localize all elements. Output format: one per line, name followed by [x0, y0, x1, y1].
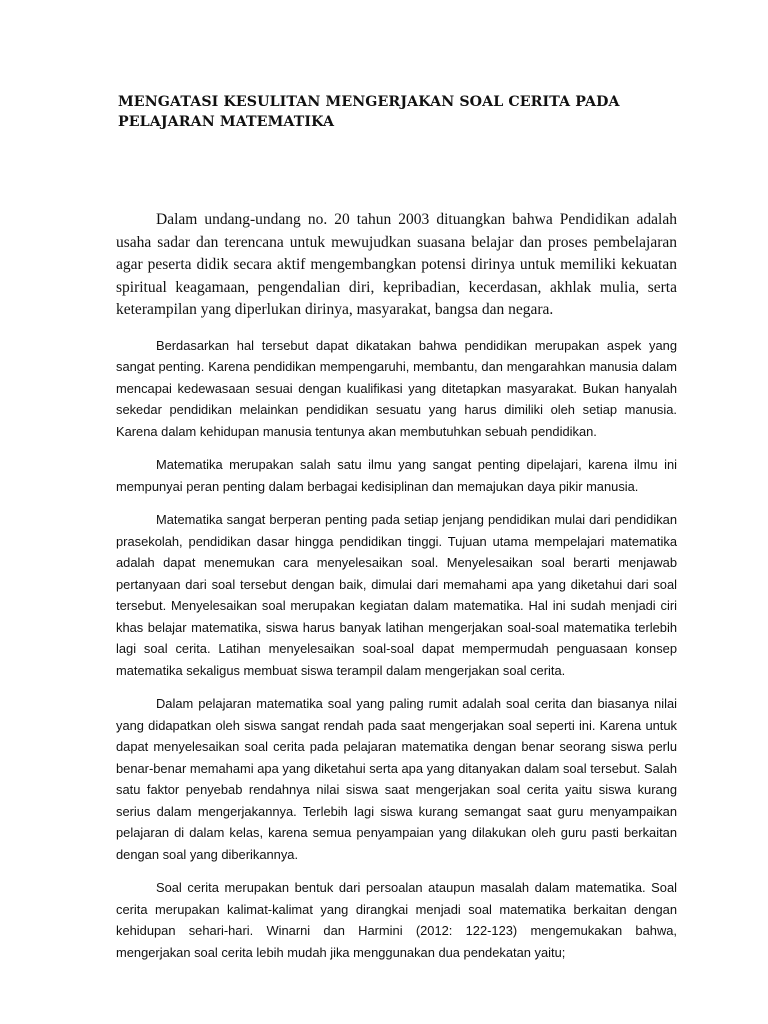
- paragraph-3: Matematika merupakan salah satu ilmu yang sangat penting dipelajari, karena ilmu ini mempunyai peran penting dalam berbagai kedisiplinan dan memajukan daya pikir manusia.: [116, 457, 677, 494]
- document-body: [116, 209, 677, 975]
- paragraph-4: Matematika sangat berperan penting pada setiap jenjang pendidikan mulai dari pendidikan prasekolah, pendidikan dasar hingga pendidikan tinggi. Tujuan utama mempelajari matematika adalah dapat menemukan cara menyelesaikan soal. Menyelesaikan soal berarti menjawab pertanyaan dari soal tersebut dengan baik, dimulai dari memahami apa yang diketahui dari soal tersebut. Menyelesaikan soal merupakan kegiatan dalam matematika. Hal ini sudah menjadi ciri khas belajar matematika, siswa harus banyak latihan mengerjakan soal-soal matematika terlebih lagi soal cerita. Latihan menyelesaikan soal-soal dapat mempermudah penguasaan konsep matematika sekaligus membuat siswa terampil dalam mengerjakan soal cerita.: [116, 512, 677, 678]
- paragraph-1: Dalam undang-undang no. 20 tahun 2003 dituangkan bahwa Pendidikan adalah usaha sadar dan terencana untuk mewujudkan suasana belajar dan proses pembelajaran agar peserta didik secara aktif mengembangkan potensi dirinya untuk memiliki kekuatan spiritual keagamaan, pengendalian diri, kepribadian, kecerdasan, akhlak mulia, serta keterampilan yang diperlukan dirinya, masyarakat, bangsa dan negara.: [116, 211, 677, 318]
- paragraph-5: Dalam pelajaran matematika soal yang paling rumit adalah soal cerita dan biasanya nilai yang didapatkan oleh siswa sangat rendah pada saat mengerjakan soal seperti ini. Karena untuk dapat menyelesaikan soal cerita pada pelajaran matematika dengan benar seorang siswa perlu benar-benar memahami apa yang diketahui serta apa yang ditanyakan dalam soal tersebut. Salah satu faktor penyebab rendahnya nilai siswa saat mengerjakan soal cerita yaitu siswa kurang serius dalam mengerjakannya. Terlebih lagi siswa kurang semangat saat guru menyampaikan pelajaran di dalam kelas, karena semua penyampaian yang dilakukan oleh guru pasti berkaitan dengan soal yang diberikannya.: [116, 696, 677, 862]
- paragraph-2: Berdasarkan hal tersebut dapat dikatakan bahwa pendidikan merupakan aspek yang sangat penting. Karena pendidikan mempengaruhi, membantu, dan mengarahkan manusia dalam mencapai kedewasaan sesuai dengan kualifikasi yang ditetapkan masyarakat. Bukan hanyalah sekedar pendidikan melainkan pendidikan sesuatu yang harus dimiliki oleh setiap manusia. Karena dalam kehidupan manusia tentunya akan membutuhkan sebuah pendidikan.: [116, 337, 677, 439]
- document-title: MENGATASI KESULITAN MENGERJAKAN SOAL CERITA PADA PELAJARAN MATEMATIKA: [118, 94, 620, 130]
- paragraph-6: Soal cerita merupakan bentuk dari persoalan ataupun masalah dalam matematika. Soal cerita merupakan kalimat-kalimat yang dirangkai menjadi soal matematika berkaitan dengan kehidupan sehari-hari. Winarni dan Harmini (2012: 122-123) mengemukakan bahwa, mengerjakan soal cerita lebih mudah jika menggunakan dua pendekatan yaitu;: [116, 880, 677, 960]
